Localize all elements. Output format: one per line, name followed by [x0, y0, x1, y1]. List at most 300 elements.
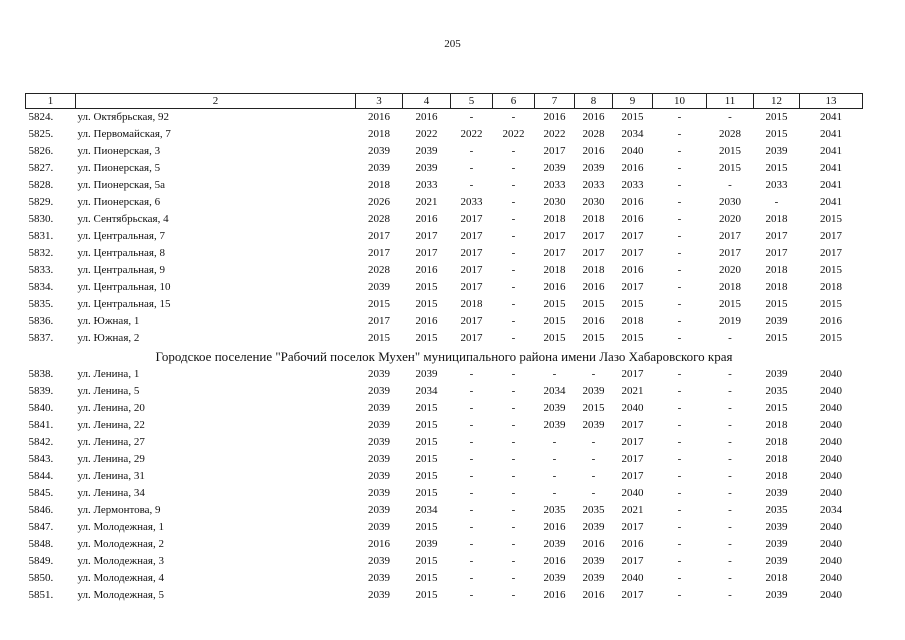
year-cell-col-10: -: [677, 589, 682, 601]
year-cell-col-5: 2017: [460, 281, 483, 293]
year-cell-col-9: 2033: [621, 179, 644, 191]
address-cell: ул. Октябрьская, 92: [77, 111, 169, 123]
year-cell-col-9: 2017: [621, 521, 644, 533]
table-row: [26, 553, 863, 570]
year-cell-col-9: 2017: [621, 453, 644, 465]
address-cell: ул. Ленина, 22: [77, 419, 145, 431]
year-cell-col-3: 2039: [368, 555, 390, 567]
year-cell-col-7: 2039: [543, 572, 566, 584]
year-cell-col-3: 2026: [368, 196, 390, 208]
year-cell-col-13: 2016: [820, 315, 842, 327]
year-cell-col-5: -: [469, 368, 474, 380]
year-cell-col-9: 2021: [621, 504, 644, 516]
year-cell-col-12: 2015: [765, 128, 788, 140]
year-cell-col-7: 2017: [543, 247, 566, 259]
row-number: 5830.: [28, 213, 54, 225]
year-cell-col-10: -: [677, 213, 682, 225]
column-header-3: 3: [356, 94, 403, 109]
row-number: 5834.: [28, 281, 54, 293]
year-cell-col-9: 2040: [621, 145, 644, 157]
year-cell-col-13: 2040: [820, 555, 842, 567]
column-header-5: 5: [451, 94, 493, 109]
address-cell: ул. Молодежная, 3: [77, 555, 164, 567]
year-cell-col-7: -: [552, 368, 557, 380]
year-cell-col-6: -: [511, 521, 516, 533]
year-cell-col-10: -: [677, 538, 682, 550]
year-cell-col-12: 2018: [765, 264, 788, 276]
year-cell-col-7: 2015: [543, 315, 566, 327]
address-cell: ул. Ленина, 31: [77, 470, 145, 482]
row-number: 5851.: [28, 589, 54, 601]
year-cell-col-4: 2034: [415, 385, 438, 397]
address-cell: ул. Пионерская, 5а: [77, 179, 165, 191]
year-cell-col-7: 2016: [543, 521, 566, 533]
year-cell-col-12: 2039: [765, 538, 788, 550]
address-cell: ул. Центральная, 8: [77, 247, 165, 259]
year-cell-col-4: 2015: [415, 487, 438, 499]
register-table: [25, 93, 863, 604]
year-cell-col-3: 2015: [368, 332, 390, 344]
year-cell-col-7: -: [552, 487, 557, 499]
year-cell-col-8: 2039: [582, 572, 605, 584]
year-cell-col-11: -: [728, 589, 732, 601]
year-cell-col-4: 2016: [415, 264, 438, 276]
row-number: 5832.: [28, 247, 54, 259]
year-cell-col-6: -: [511, 589, 516, 601]
year-cell-col-11: 2015: [719, 162, 741, 174]
year-cell-col-5: 2017: [460, 332, 483, 344]
row-number: 5839.: [28, 385, 54, 397]
year-cell-col-6: -: [511, 298, 516, 310]
section-heading: Городское поселение "Рабочий поселок Мухен" муниципального района имени Лазо Хабаровского края: [155, 349, 733, 364]
year-cell-col-10: -: [677, 281, 682, 293]
year-cell-col-5: 2018: [460, 298, 483, 310]
year-cell-col-11: 2018: [719, 281, 741, 293]
year-cell-col-11: -: [728, 504, 732, 516]
year-cell-col-9: 2017: [621, 470, 644, 482]
address-cell: ул. Центральная, 7: [77, 230, 165, 242]
year-cell-col-4: 2015: [415, 572, 438, 584]
year-cell-col-8: 2015: [582, 332, 605, 344]
year-cell-col-10: -: [677, 487, 682, 499]
year-cell-col-11: 2017: [719, 247, 741, 259]
year-cell-col-8: 2039: [582, 555, 605, 567]
year-cell-col-9: 2016: [621, 213, 644, 225]
year-cell-col-6: -: [511, 315, 516, 327]
address-cell: ул. Центральная, 9: [77, 264, 165, 276]
year-cell-col-11: -: [728, 385, 732, 397]
year-cell-col-12: 2015: [765, 111, 788, 123]
column-header-7: 7: [535, 94, 575, 109]
year-cell-col-11: -: [728, 487, 732, 499]
year-cell-col-10: -: [677, 230, 682, 242]
address-cell: ул. Пионерская, 3: [77, 145, 161, 157]
table-row: [26, 502, 863, 519]
year-cell-col-9: 2017: [621, 230, 644, 242]
year-cell-col-11: -: [728, 470, 732, 482]
year-cell-col-13: 2017: [820, 247, 842, 259]
year-cell-col-4: 2033: [415, 179, 438, 191]
year-cell-col-6: -: [511, 419, 516, 431]
year-cell-col-9: 2016: [621, 196, 644, 208]
year-cell-col-6: -: [511, 470, 516, 482]
table-row: [26, 570, 863, 587]
address-cell: ул. Южная, 1: [77, 315, 140, 327]
year-cell-col-8: 2017: [582, 230, 605, 242]
year-cell-col-7: 2039: [543, 419, 566, 431]
year-cell-col-13: 2015: [820, 332, 842, 344]
year-cell-col-7: 2034: [543, 385, 566, 397]
year-cell-col-10: -: [677, 572, 682, 584]
year-cell-col-3: 2028: [368, 264, 390, 276]
year-cell-col-8: -: [591, 453, 596, 465]
year-cell-col-11: 2015: [719, 298, 741, 310]
year-cell-col-11: -: [728, 179, 732, 191]
row-number: 5833.: [28, 264, 54, 276]
year-cell-col-13: 2041: [820, 128, 842, 140]
year-cell-col-4: 2039: [415, 145, 438, 157]
year-cell-col-7: 2016: [543, 589, 566, 601]
year-cell-col-12: 2018: [765, 281, 788, 293]
year-cell-col-11: -: [728, 436, 732, 448]
year-cell-col-11: -: [728, 572, 732, 584]
year-cell-col-4: 2015: [415, 281, 438, 293]
year-cell-col-10: -: [677, 402, 682, 414]
year-cell-col-7: 2035: [543, 504, 566, 516]
table-row: [26, 366, 863, 383]
address-cell: ул. Молодежная, 2: [77, 538, 164, 550]
column-header-2: 2: [76, 94, 356, 109]
address-cell: ул. Молодежная, 4: [77, 572, 164, 584]
year-cell-col-13: 2041: [820, 145, 842, 157]
year-cell-col-3: 2016: [368, 538, 390, 550]
year-cell-col-6: -: [511, 213, 516, 225]
year-cell-col-10: -: [677, 368, 682, 380]
year-cell-col-12: 2015: [765, 332, 788, 344]
table-body: [26, 109, 863, 605]
year-cell-col-5: 2017: [460, 315, 483, 327]
row-number: 5849.: [28, 555, 54, 567]
year-cell-col-5: 2017: [460, 213, 483, 225]
year-cell-col-6: -: [511, 487, 516, 499]
year-cell-col-8: 2033: [582, 179, 605, 191]
year-cell-col-12: 2018: [765, 436, 788, 448]
year-cell-col-6: -: [511, 436, 516, 448]
year-cell-col-4: 2039: [415, 538, 438, 550]
address-cell: ул. Южная, 2: [77, 332, 140, 344]
address-cell: ул. Молодежная, 5: [77, 589, 164, 601]
address-cell: ул. Ленина, 27: [77, 436, 145, 448]
year-cell-col-10: -: [677, 332, 682, 344]
year-cell-col-7: 2022: [543, 128, 566, 140]
year-cell-col-12: 2018: [765, 419, 788, 431]
year-cell-col-12: 2017: [765, 247, 788, 259]
year-cell-col-9: 2017: [621, 419, 644, 431]
row-number: 5826.: [28, 145, 54, 157]
year-cell-col-4: 2022: [415, 128, 438, 140]
year-cell-col-9: 2015: [621, 332, 644, 344]
year-cell-col-4: 2039: [415, 368, 438, 380]
year-cell-col-4: 2015: [415, 589, 438, 601]
year-cell-col-6: -: [511, 504, 516, 516]
year-cell-col-6: -: [511, 368, 516, 380]
year-cell-col-5: -: [469, 572, 474, 584]
year-cell-col-9: 2017: [621, 281, 644, 293]
row-number: 5844.: [28, 470, 54, 482]
year-cell-col-12: 2017: [765, 230, 788, 242]
year-cell-col-13: 2040: [820, 385, 842, 397]
year-cell-col-3: 2017: [368, 247, 390, 259]
year-cell-col-5: -: [469, 453, 474, 465]
year-cell-col-7: -: [552, 436, 557, 448]
year-cell-col-13: 2040: [820, 368, 842, 380]
year-cell-col-11: -: [728, 521, 732, 533]
year-cell-col-10: -: [677, 179, 682, 191]
year-cell-col-3: 2018: [368, 128, 390, 140]
year-cell-col-4: 2015: [415, 332, 438, 344]
year-cell-col-11: -: [728, 332, 732, 344]
address-cell: ул. Центральная, 15: [77, 298, 171, 310]
year-cell-col-12: 2039: [765, 589, 788, 601]
year-cell-col-5: -: [469, 538, 474, 550]
year-cell-col-12: 2039: [765, 555, 788, 567]
year-cell-col-8: 2039: [582, 162, 605, 174]
year-cell-col-9: 2034: [621, 128, 644, 140]
table-row: [26, 485, 863, 502]
table-row: [26, 330, 863, 347]
year-cell-col-12: 2033: [765, 179, 788, 191]
year-cell-col-13: 2040: [820, 470, 842, 482]
year-cell-col-10: -: [677, 264, 682, 276]
column-header-10: 10: [653, 94, 707, 109]
year-cell-col-6: -: [511, 402, 516, 414]
year-cell-col-9: 2016: [621, 162, 644, 174]
year-cell-col-8: 2016: [582, 281, 605, 293]
year-cell-col-8: 2035: [582, 504, 605, 516]
year-cell-col-8: 2016: [582, 111, 605, 123]
table-header: [26, 94, 863, 109]
year-cell-col-7: 2015: [543, 298, 566, 310]
table-row: [26, 313, 863, 330]
year-cell-col-5: 2017: [460, 230, 483, 242]
year-cell-col-8: 2016: [582, 145, 605, 157]
year-cell-col-8: 2015: [582, 402, 605, 414]
year-cell-col-7: 2016: [543, 111, 566, 123]
year-cell-col-8: 2028: [582, 128, 605, 140]
year-cell-col-4: 2016: [415, 111, 438, 123]
year-cell-col-7: 2039: [543, 402, 566, 414]
year-cell-col-3: 2039: [368, 281, 390, 293]
year-cell-col-11: -: [728, 555, 732, 567]
year-cell-col-13: 2015: [820, 298, 842, 310]
year-cell-col-7: 2039: [543, 538, 566, 550]
year-cell-col-4: 2017: [415, 230, 438, 242]
year-cell-col-8: -: [591, 487, 596, 499]
year-cell-col-9: 2040: [621, 402, 644, 414]
address-cell: ул. Ленина, 29: [77, 453, 145, 465]
address-cell: ул. Ленина, 5: [77, 385, 140, 397]
year-cell-col-13: 2041: [820, 162, 842, 174]
year-cell-col-12: 2039: [765, 487, 788, 499]
year-cell-col-4: 2015: [415, 436, 438, 448]
year-cell-col-12: 2018: [765, 213, 788, 225]
year-cell-col-3: 2039: [368, 487, 390, 499]
year-cell-col-12: 2039: [765, 145, 788, 157]
year-cell-col-7: 2016: [543, 555, 566, 567]
year-cell-col-10: -: [677, 315, 682, 327]
row-number: 5831.: [28, 230, 54, 242]
table-row: [26, 536, 863, 553]
table-row: [26, 434, 863, 451]
year-cell-col-3: 2039: [368, 419, 390, 431]
year-cell-col-4: 2017: [415, 247, 438, 259]
year-cell-col-10: -: [677, 111, 682, 123]
table-row: [26, 262, 863, 279]
year-cell-col-12: 2039: [765, 368, 788, 380]
year-cell-col-7: 2039: [543, 162, 566, 174]
year-cell-col-9: 2040: [621, 487, 644, 499]
table-row: [26, 177, 863, 194]
year-cell-col-13: 2034: [820, 504, 842, 516]
page-number: 205: [444, 38, 461, 50]
year-cell-col-6: -: [511, 453, 516, 465]
year-cell-col-10: -: [677, 196, 682, 208]
year-cell-col-3: 2028: [368, 213, 390, 225]
year-cell-col-3: 2039: [368, 453, 390, 465]
year-cell-col-6: -: [511, 264, 516, 276]
year-cell-col-13: 2040: [820, 453, 842, 465]
year-cell-col-12: -: [774, 196, 779, 208]
year-cell-col-8: 2039: [582, 419, 605, 431]
row-number: 5837.: [28, 332, 54, 344]
year-cell-col-4: 2015: [415, 555, 438, 567]
year-cell-col-3: 2039: [368, 470, 390, 482]
address-cell: ул. Центральная, 10: [77, 281, 171, 293]
year-cell-col-10: -: [677, 436, 682, 448]
year-cell-col-10: -: [677, 385, 682, 397]
year-cell-col-5: -: [469, 555, 474, 567]
year-cell-col-10: -: [677, 419, 682, 431]
year-cell-col-8: -: [591, 368, 596, 380]
year-cell-col-12: 2018: [765, 453, 788, 465]
address-cell: ул. Ленина, 34: [77, 487, 145, 499]
year-cell-col-8: 2039: [582, 521, 605, 533]
year-cell-col-3: 2039: [368, 572, 390, 584]
year-cell-col-3: 2039: [368, 368, 390, 380]
row-number: 5847.: [28, 521, 54, 533]
year-cell-col-12: 2035: [765, 504, 788, 516]
year-cell-col-7: -: [552, 470, 557, 482]
table-row: [26, 296, 863, 313]
year-cell-col-5: 2022: [460, 128, 483, 140]
year-cell-col-13: 2041: [820, 196, 842, 208]
table-row: [26, 228, 863, 245]
year-cell-col-4: 2015: [415, 298, 438, 310]
year-cell-col-5: 2033: [460, 196, 483, 208]
year-cell-col-9: 2017: [621, 247, 644, 259]
year-cell-col-13: 2040: [820, 436, 842, 448]
year-cell-col-6: -: [511, 332, 516, 344]
year-cell-col-7: 2017: [543, 230, 566, 242]
year-cell-col-5: -: [469, 487, 474, 499]
row-number: 5838.: [28, 368, 54, 380]
year-cell-col-3: 2015: [368, 298, 390, 310]
year-cell-col-5: -: [469, 162, 474, 174]
year-cell-col-8: 2039: [582, 385, 605, 397]
year-cell-col-12: 2039: [765, 521, 788, 533]
year-cell-col-9: 2040: [621, 572, 644, 584]
year-cell-col-10: -: [677, 162, 682, 174]
year-cell-col-11: 2017: [719, 230, 741, 242]
year-cell-col-8: 2018: [582, 213, 605, 225]
year-cell-col-13: 2040: [820, 521, 842, 533]
year-cell-col-9: 2016: [621, 538, 644, 550]
year-cell-col-9: 2021: [621, 385, 644, 397]
table-row: [26, 587, 863, 604]
year-cell-col-8: 2017: [582, 247, 605, 259]
year-cell-col-10: -: [677, 521, 682, 533]
year-cell-col-13: 2040: [820, 487, 842, 499]
year-cell-col-6: 2022: [502, 128, 525, 140]
year-cell-col-3: 2039: [368, 589, 390, 601]
table-row: [26, 211, 863, 228]
year-cell-col-4: 2039: [415, 162, 438, 174]
year-cell-col-4: 2016: [415, 315, 438, 327]
year-cell-col-11: -: [728, 453, 732, 465]
year-cell-col-7: -: [552, 453, 557, 465]
year-cell-col-13: 2040: [820, 419, 842, 431]
year-cell-col-5: -: [469, 589, 474, 601]
year-cell-col-4: 2034: [415, 504, 438, 516]
address-cell: ул. Лермонтова, 9: [77, 504, 161, 516]
row-number: 5846.: [28, 504, 54, 516]
table-row: [26, 451, 863, 468]
row-number: 5835.: [28, 298, 54, 310]
year-cell-col-9: 2017: [621, 555, 644, 567]
year-cell-col-13: 2040: [820, 589, 842, 601]
address-cell: ул. Первомайская, 7: [77, 128, 171, 140]
year-cell-col-8: 2016: [582, 315, 605, 327]
year-cell-col-5: -: [469, 470, 474, 482]
year-cell-col-7: 2033: [543, 179, 566, 191]
year-cell-col-6: -: [511, 572, 516, 584]
year-cell-col-7: 2018: [543, 213, 566, 225]
year-cell-col-3: 2039: [368, 436, 390, 448]
year-cell-col-13: 2015: [820, 264, 842, 276]
address-cell: ул. Пионерская, 6: [77, 196, 161, 208]
year-cell-col-5: -: [469, 436, 474, 448]
table-row: [26, 126, 863, 143]
year-cell-col-13: 2017: [820, 230, 842, 242]
year-cell-col-3: 2017: [368, 230, 390, 242]
table-row: [26, 519, 863, 536]
year-cell-col-6: -: [511, 281, 516, 293]
row-number: 5843.: [28, 453, 54, 465]
row-number: 5828.: [28, 179, 54, 191]
year-cell-col-6: -: [511, 555, 516, 567]
year-cell-col-5: -: [469, 521, 474, 533]
year-cell-col-7: 2030: [543, 196, 566, 208]
year-cell-col-8: 2015: [582, 298, 605, 310]
year-cell-col-10: -: [677, 504, 682, 516]
year-cell-col-11: 2020: [719, 264, 741, 276]
row-number: 5842.: [28, 436, 54, 448]
year-cell-col-5: 2017: [460, 247, 483, 259]
year-cell-col-3: 2039: [368, 385, 390, 397]
year-cell-col-6: -: [511, 196, 516, 208]
column-header-9: 9: [613, 94, 653, 109]
year-cell-col-5: -: [469, 179, 474, 191]
